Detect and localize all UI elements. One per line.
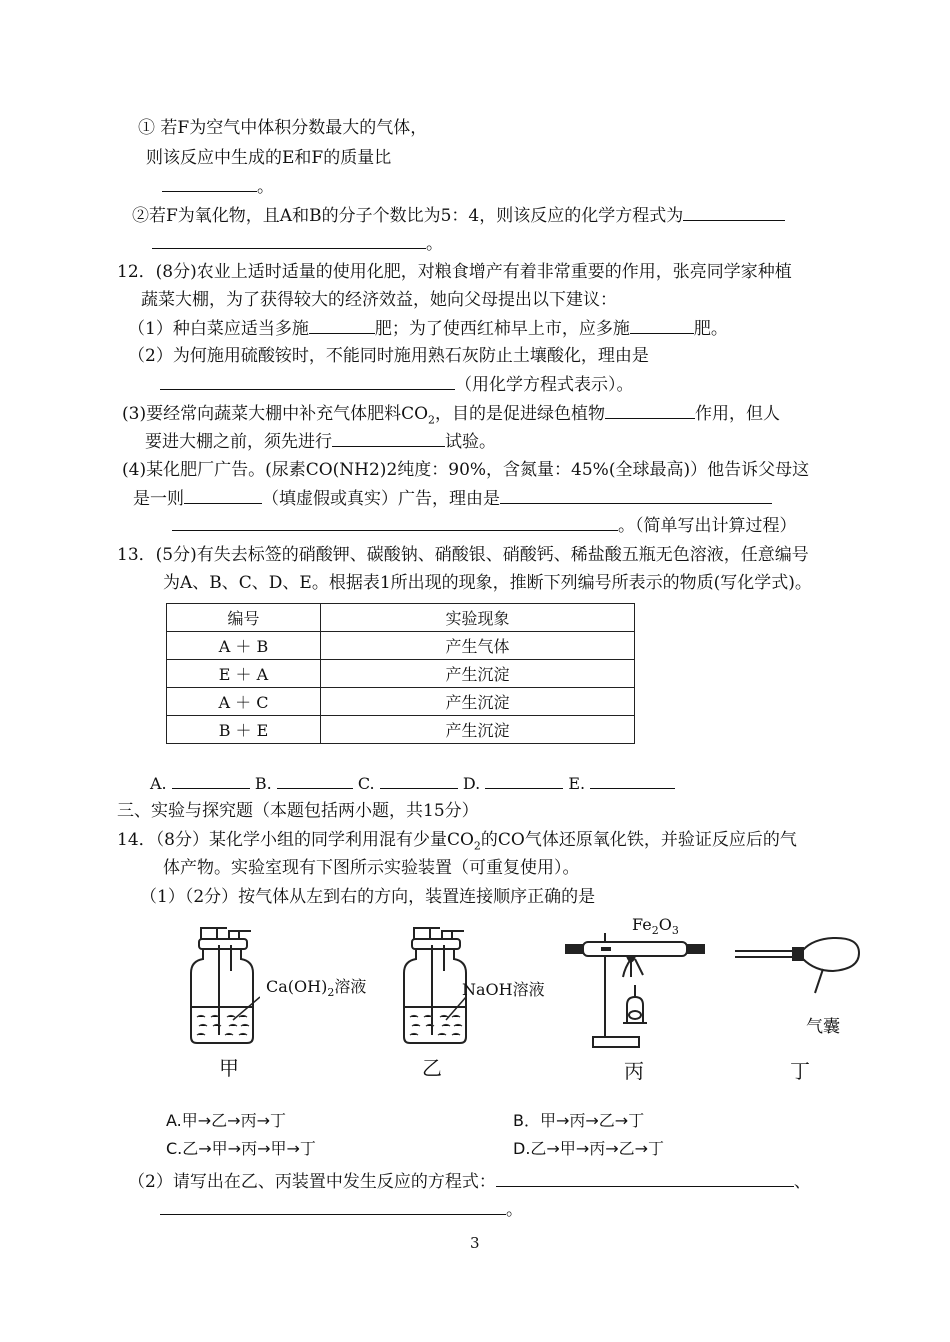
answer-blank[interactable]	[683, 204, 785, 221]
q12-part3	[122, 402, 780, 431]
q14-intro2: 体产物。实验室现有下图所示实验装置（可重复使用）。	[163, 858, 580, 878]
q12-p3-e: 试验。	[445, 432, 496, 452]
q13-answers	[150, 772, 675, 795]
table-row	[167, 716, 635, 744]
o-sub: 3	[671, 924, 679, 938]
q12-p1-c: 肥。	[693, 319, 728, 339]
answer-blank[interactable]	[500, 487, 772, 504]
q14-intro1-sub: 2	[473, 839, 481, 853]
table-cell: 产生沉淀	[321, 716, 635, 744]
q14-part1: （1）（2分）按气体从左到右的方向，装置连接顺序正确的是	[140, 887, 596, 907]
label-caoh2-solution	[266, 974, 366, 999]
q12-p2-end: （用化学方程式表示）。	[455, 375, 634, 395]
answer-blank[interactable]	[160, 373, 455, 390]
answer-label-b: B.	[254, 774, 272, 793]
q11-blank1-line	[162, 175, 274, 198]
q12-part4-line2	[133, 487, 772, 510]
q12-p3-b: ，目的是促进绿色植物	[435, 404, 606, 424]
label-fe2o3	[632, 915, 679, 937]
answer-label-c: C.	[357, 774, 375, 793]
table-cell: A ＋ C	[167, 688, 321, 716]
q14-part2	[128, 1170, 811, 1193]
q13-intro2: 为A、B、C、D、E。根据表1所出现的现象，推断下列编号所表示的物质(写化学式)。	[163, 573, 812, 593]
answer-blank[interactable]	[162, 175, 257, 192]
q14-p2-sep: 、	[793, 1172, 811, 1192]
label-caoh-sub: 2	[327, 986, 335, 1000]
q12-p3-d: 要进大棚之前，须先进行	[145, 432, 332, 452]
answer-label-d: D.	[462, 774, 481, 793]
q12-part1	[128, 317, 728, 340]
q14-part2-line2	[160, 1198, 523, 1221]
q12-part4: (4)某化肥厂广告。(尿素CO(NH2)2纯度：90%，含氮量：45%(全球最高)）他告诉父母这	[122, 460, 810, 480]
table-row	[167, 632, 635, 660]
q11-period: 。	[257, 177, 274, 197]
q12-p3-c: 作用，但人	[695, 404, 781, 424]
label-naoh-solution: NaOH溶液	[462, 980, 545, 999]
q14-p2-text: （2）请写出在乙、丙装置中发生反应的方程式：	[128, 1172, 496, 1192]
option-d[interactable]: D.乙→甲→丙→乙→丁	[513, 1139, 665, 1158]
q11-line3	[132, 204, 785, 227]
q12-p4-end: 。（简单写出计算过程）	[618, 516, 797, 536]
q14-intro1	[117, 829, 797, 857]
table-cell: 产生沉淀	[321, 688, 635, 716]
option-c[interactable]: C.乙→甲→丙→甲→丁	[166, 1139, 316, 1158]
table-cell: A ＋ B	[167, 632, 321, 660]
table-row	[167, 660, 635, 688]
fig-label-bing: 丙	[624, 1059, 644, 1083]
fe-sub: 2	[651, 924, 659, 938]
q12-p1-b: 肥；为了使西红柿早上市，应多施	[374, 319, 630, 339]
page-number: 3	[470, 1234, 480, 1252]
answer-blank[interactable]	[172, 772, 250, 789]
option-b[interactable]: B．甲→丙→乙→丁	[513, 1111, 645, 1130]
q14-intro1-a: 14．（8分）某化学小组的同学利用混有少量CO	[117, 830, 474, 850]
answer-blank[interactable]	[152, 232, 426, 249]
answer-blank[interactable]	[380, 772, 458, 789]
table-cell: B ＋ E	[167, 716, 321, 744]
q11-line3-text: ②若F为氧化物，且A和B的分子个数比为5：4，则该反应的化学方程式为	[132, 206, 684, 226]
answer-label-a: A.	[150, 774, 167, 793]
answer-blank[interactable]	[630, 317, 694, 334]
q12-part2-answer	[160, 373, 634, 396]
answer-blank[interactable]	[184, 487, 262, 504]
fig-label-jia: 甲	[219, 1056, 239, 1080]
table-header-row	[167, 604, 635, 632]
q12-p4-a: 是一则	[133, 489, 184, 509]
o-text: O	[658, 915, 672, 934]
label-caoh-end: 溶液	[334, 977, 367, 996]
q12-part4-line3	[172, 514, 797, 537]
q11-line4	[152, 232, 443, 255]
answer-blank[interactable]	[605, 402, 695, 419]
gas-washing-bottle-jia	[185, 925, 260, 1050]
answer-blank[interactable]	[277, 772, 353, 789]
q11-line1: ① 若F为空气中体积分数最大的气体，	[138, 118, 428, 138]
option-a[interactable]: A.甲→乙→丙→丁	[166, 1111, 286, 1130]
answer-blank[interactable]	[332, 430, 445, 447]
section-3-heading: 三、实验与探究题（本题包括两小题，共15分）	[117, 801, 479, 821]
table-header-id: 编号	[167, 604, 321, 632]
answer-blank[interactable]	[172, 514, 618, 531]
results-table	[166, 603, 635, 744]
label-gas-bag: 气囊	[806, 1017, 840, 1037]
q12-intro1: 12．(8分)农业上适时适量的使用化肥，对粮食增产有着非常重要的作用，张亮同学家种植	[117, 262, 792, 282]
q12-part2: （2）为何施用硫酸铵时，不能同时施用熟石灰防止土壤酸化，理由是	[128, 346, 649, 366]
fig-label-ding: 丁	[790, 1059, 810, 1083]
label-caoh-text: Ca(OH)	[266, 977, 328, 996]
q12-p4-b: （填虚假或真实）广告，理由是	[262, 489, 500, 509]
q12-part3-line2	[145, 430, 496, 453]
q12-p3-a: (3)要经常向蔬菜大棚中补充气体肥料CO	[122, 404, 429, 424]
answer-blank[interactable]	[160, 1198, 506, 1215]
q14-intro1-b: 的CO气体还原氧化铁，并验证反应后的气	[480, 830, 797, 850]
table-row	[167, 688, 635, 716]
table-cell: E ＋ A	[167, 660, 321, 688]
answer-blank[interactable]	[309, 317, 375, 334]
table-cell: 产生气体	[321, 632, 635, 660]
fe-text: Fe	[632, 915, 652, 934]
answer-blank[interactable]	[590, 772, 675, 789]
q12-intro2: 蔬菜大棚，为了获得较大的经济效益，她向父母提出以下建议：	[141, 290, 617, 310]
fig-label-yi: 乙	[422, 1056, 442, 1080]
fe2o3-reduction-apparatus	[565, 925, 705, 1053]
q11-line4-end: 。	[426, 234, 443, 254]
answer-blank[interactable]	[496, 1170, 794, 1187]
q12-p3-sub: 2	[428, 413, 436, 427]
answer-label-e: E.	[568, 774, 586, 793]
table-header-phenomenon: 实验现象	[321, 604, 635, 632]
q14-p2-end: 。	[506, 1200, 523, 1220]
table-cell: 产生沉淀	[321, 660, 635, 688]
q13-intro1: 13．(5分)有失去标签的硝酸钾、碳酸钠、硝酸银、硝酸钙、稀盐酸五瓶无色溶液，任意编号	[117, 545, 809, 565]
q12-p1-a: （1）种白菜应适当多施	[128, 319, 309, 339]
q11-line2: 则该反应中生成的E和F的质量比	[146, 148, 392, 168]
gas-bag-apparatus	[733, 935, 863, 1005]
answer-blank[interactable]	[485, 772, 563, 789]
